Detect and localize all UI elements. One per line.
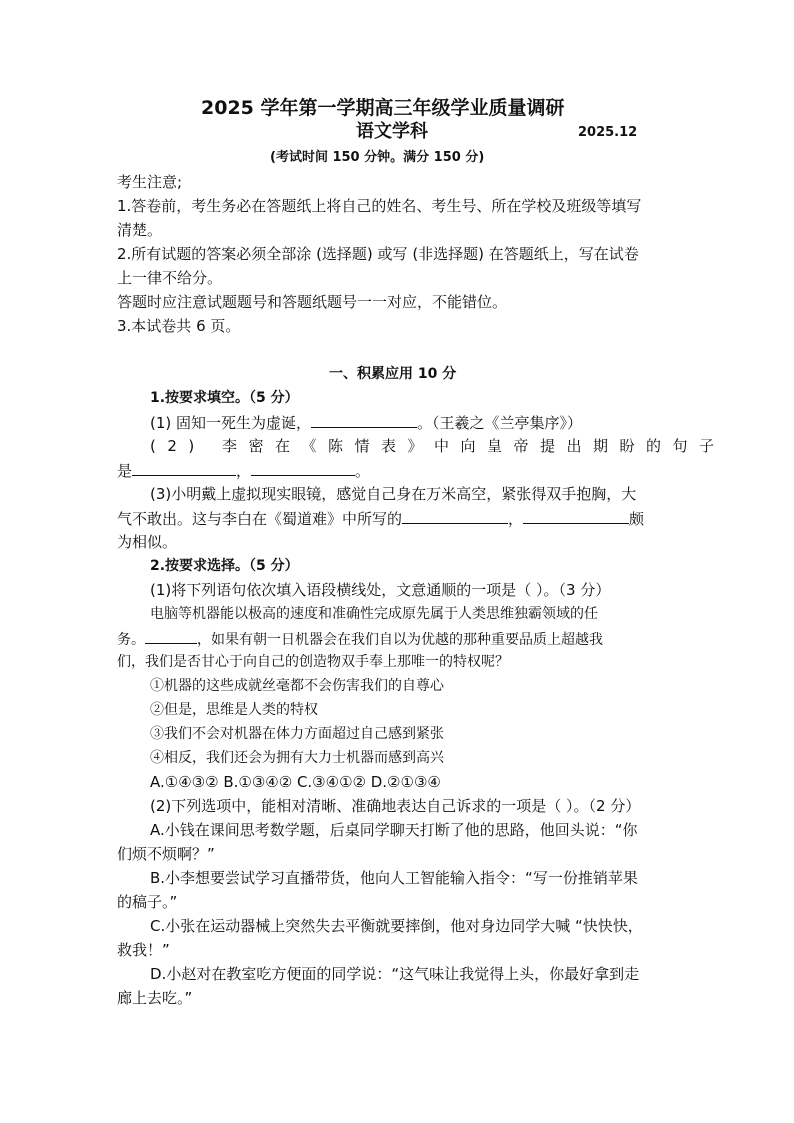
q1-part2-end: 。 [355, 462, 371, 480]
q2-option-4: ④相反，我们还会为拥有大力士机器而感到高兴 [150, 750, 444, 766]
q2-choice-b-line2: 的稿子。” [117, 893, 178, 911]
q1-part3-line1: (3)小明戴上虚拟现实眼镜，感觉自己身在万米高空，紧张得双手抱胸，大 [150, 485, 637, 503]
q2-option-2: ②但是，思维是人类的特权 [150, 702, 318, 718]
notice-item1-line1: 1.答卷前，考生务必在答题纸上将自己的姓名、考生号、所在学校及班级等填写 [117, 197, 642, 215]
q1-heading: 1.按要求填空。（5 分） [150, 390, 299, 406]
q2-choice-b-line1[interactable]: B.小李想要尝试学习直播带货，他向人工智能输入指令：“写一份推销苹果 [150, 869, 638, 887]
q1-part2-prefix: 是 [117, 462, 133, 480]
q2-passage-line2 [117, 628, 603, 650]
q2-choice-c-line1[interactable]: C.小张在运动器械上突然失去平衡就要摔倒，他对身边同学大喊 “快快快， [150, 917, 643, 935]
q2-part2-stem: (2)下列选项中，能相对清晰、准确地表达自己诉求的一项是（ ）。（2 分） [150, 797, 641, 815]
notice-item3: 3.本试卷共 6 页。 [117, 317, 241, 335]
notice-heading: 考生注意; [117, 173, 183, 191]
q2-heading: 2.按要求选择。（5 分） [150, 558, 299, 574]
q2-option-1: ①机器的这些成就丝毫都不会伤害我们的自尊心 [150, 678, 444, 694]
q1-part1-prefix: (1) 固知一死生为虚诞， [150, 414, 312, 432]
q2-option-3: ③我们不会对机器在体力方面超过自己感到紧张 [150, 726, 444, 742]
answer-blank[interactable] [402, 508, 508, 524]
q2-passage-suffix: ，如果有朝一日机器会在我们自以为优越的那种重要品质上超越我 [197, 632, 603, 648]
q2-choice-d-line2: 廊上去吃。” [117, 989, 193, 1007]
notice-item1-line2: 清楚。 [117, 221, 163, 239]
section1-heading: 一、积累应用 10 分 [329, 366, 457, 382]
notice-item2-line1: 2.所有试题的答案必须全部涂 (选择题) 或写 (非选择题) 在答题纸上，写在试卷 [117, 245, 639, 263]
q1-part1-suffix: 。（王羲之《兰亭集序》） [417, 414, 583, 432]
answer-blank[interactable] [251, 460, 355, 476]
notice-item2-line2: 上一律不给分。 [117, 269, 223, 287]
exam-title: 2025 学年第一学期高三年级学业质量调研 [201, 97, 565, 119]
q2-choice-a-line2: 们烦不烦啊？” [117, 845, 215, 863]
exam-date: 2025.12 [578, 125, 638, 140]
q2-passage-line3: 们，我们是否甘心于向自己的创造物双手奉上那唯一的特权呢？ [117, 654, 509, 670]
q2-choice-c-line2: 救我！” [117, 941, 170, 959]
q1-part3-prefix: 气不敢出。这与李白在《蜀道难》中所写的 [117, 510, 403, 528]
q2-passage-line1: 电脑等机器能以极高的速度和准确性完成原先属于人类思维独霸领域的任 [150, 606, 598, 622]
q1-part2-line2 [117, 460, 370, 481]
q1-part3-end: 颇 [629, 510, 645, 528]
subject-title: 语文学科 [356, 121, 428, 142]
q1-part3-line3: 为相似。 [117, 533, 178, 551]
exam-info: (考试时间 150 分钟。满分 150 分) [270, 150, 485, 165]
q2-choice-d-line1[interactable]: D.小赵对在教室吃方便面的同学说：“这气味让我觉得上头，你最好拿到走 [150, 965, 640, 983]
q2-passage-prefix: 务。 [117, 632, 145, 648]
q2-choices[interactable]: A.①④③② B.①③④② C.③④①② D.②①③④ [150, 773, 441, 791]
q1-part1 [150, 412, 582, 433]
q1-part3-line2 [117, 508, 644, 529]
q1-part2-sep: ， [236, 462, 252, 480]
answer-blank[interactable] [311, 412, 417, 428]
q2-choice-a-line1[interactable]: A.小钱在课间思考数学题，后桌同学聊天打断了他的思路，他回头说：“你 [150, 821, 638, 839]
answer-blank[interactable] [132, 460, 236, 476]
q1-part3-sep: ， [508, 510, 524, 528]
answer-blank[interactable] [145, 628, 197, 644]
q1-part2-line1: (2) 李密在《陈情表》中向皇帝提出期盼的句子 [150, 437, 726, 455]
notice-item2-line3: 答题时应注意试题题号和答题纸题号一一对应，不能错位。 [117, 293, 508, 311]
q2-part1-stem: (1)将下列语句依次填入语段横线处，文意通顺的一项是（ ）。（3 分） [150, 581, 611, 599]
answer-blank[interactable] [523, 508, 629, 524]
